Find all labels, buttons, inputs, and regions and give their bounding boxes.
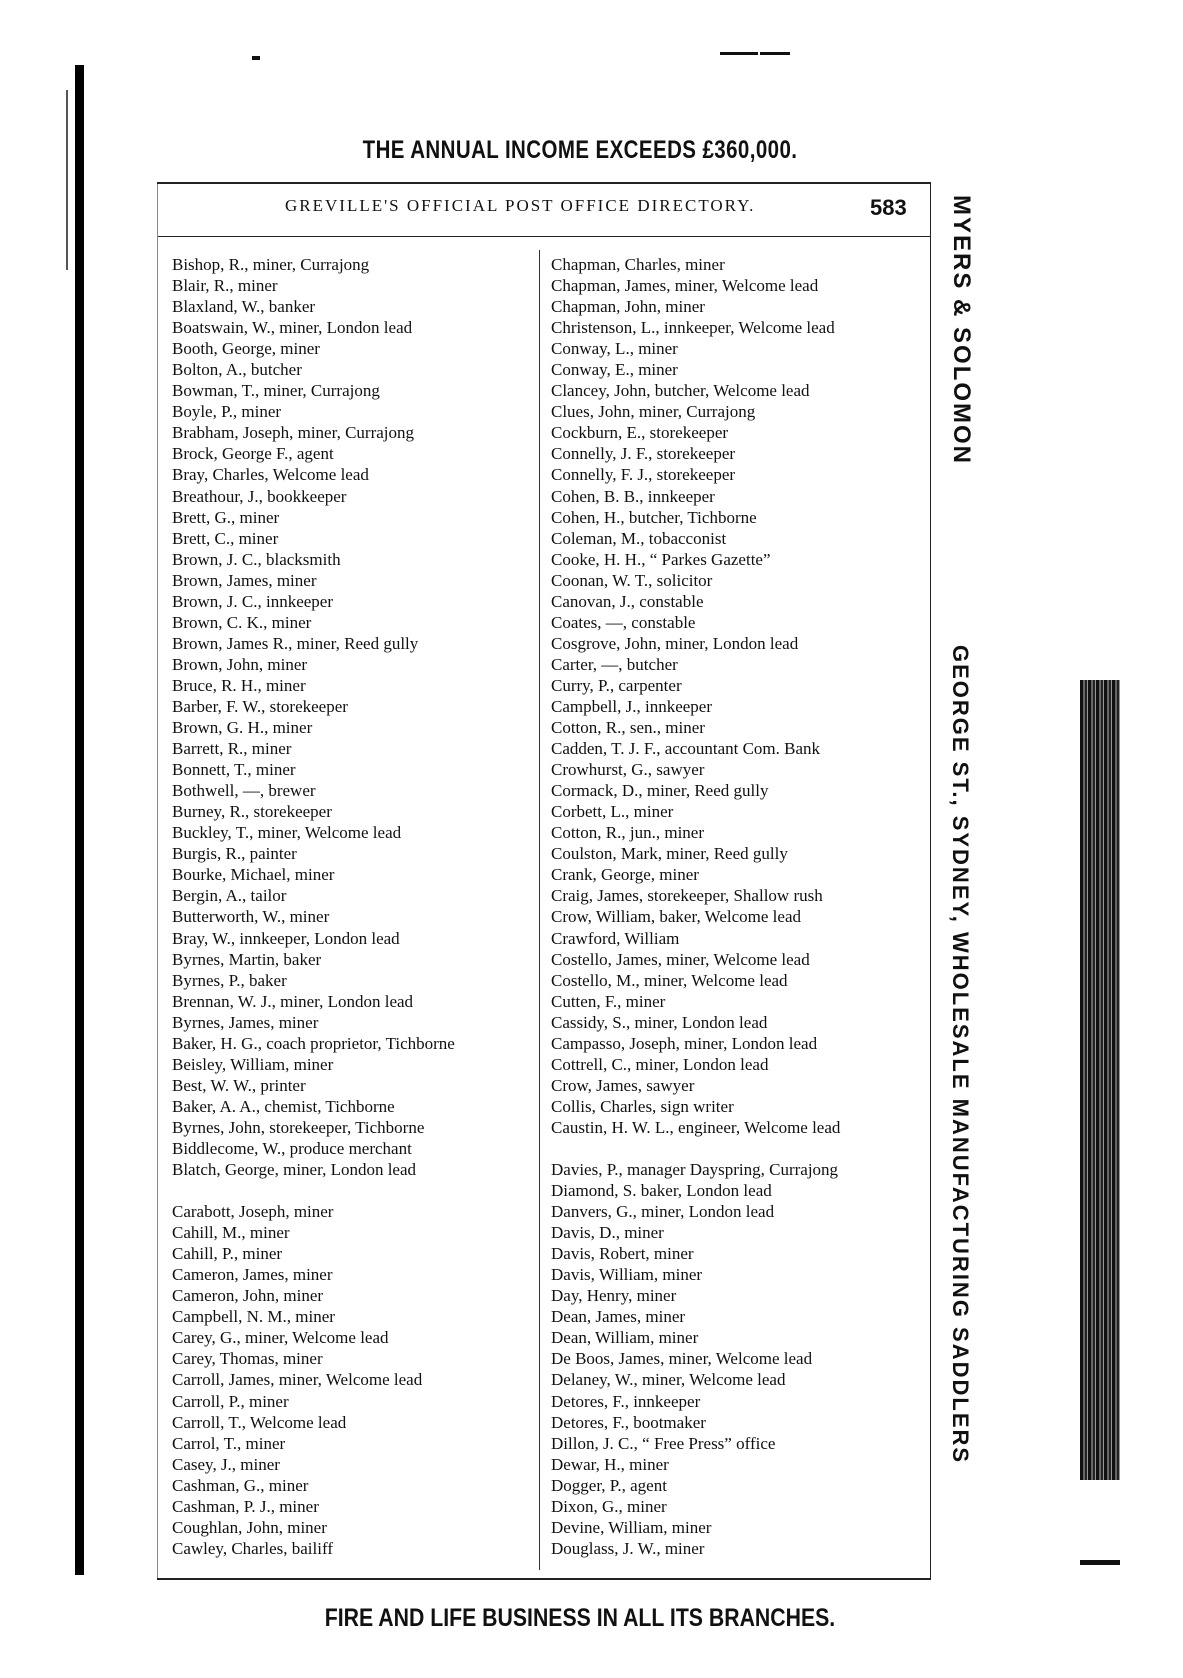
directory-entry: Davies, P., manager Dayspring, Currajong [551, 1160, 839, 1180]
directory-entry: Brett, G., miner [172, 507, 280, 527]
directory-entry: Cockburn, E., storekeeper [551, 423, 729, 443]
directory-entry: Delaney, W., miner, Welcome lead [551, 1370, 786, 1390]
directory-entry: Bruce, R. H., miner [172, 675, 306, 695]
directory-entry: Carroll, T., Welcome lead [172, 1412, 347, 1432]
directory-entry: Bray, W., innkeeper, London lead [172, 928, 400, 948]
directory-entry: Carroll, James, miner, Welcome lead [172, 1370, 423, 1390]
directory-entry: Coates, —, constable [551, 612, 696, 632]
directory-entry: Caustin, H. W. L., engineer, Welcome lead [551, 1117, 841, 1137]
directory-entry: Douglass, J. W., miner [551, 1538, 705, 1558]
bottom-banner: FIRE AND LIFE BUSINESS IN ALL ITS BRANCHES. [324, 1604, 836, 1632]
bottom-rule [157, 1578, 931, 1580]
directory-entry: Brown, J. C., blacksmith [172, 549, 341, 569]
side-ad-line2: GEORGE ST., SYDNEY, WHOLESALE MANUFACTURING SADDLERS [948, 645, 973, 1465]
directory-entry: Cotton, R., jun., miner [551, 823, 704, 843]
directory-entry: Cadden, T. J. F., accountant Com. Bank [551, 739, 821, 759]
directory-entry: Brown, John, miner [172, 654, 308, 674]
directory-entry: Boatswain, W., miner, London lead [172, 318, 413, 338]
directory-entry: Brock, George F., agent [172, 444, 334, 464]
directory-entry: Booth, George, miner [172, 339, 320, 359]
directory-entry: Cosgrove, John, miner, London lead [551, 633, 799, 653]
directory-entry: Devine, William, miner [551, 1517, 712, 1537]
top-banner: THE ANNUAL INCOME EXCEEDS £360,000. [362, 136, 798, 164]
directory-entry: Cormack, D., miner, Reed gully [551, 781, 769, 801]
directory-entry: Carabott, Joseph, miner [172, 1202, 334, 1222]
directory-entry: Cameron, John, miner [172, 1286, 324, 1306]
directory-entry: Burney, R., storekeeper [172, 802, 332, 822]
scan-mark [720, 52, 758, 55]
scan-margin-line [75, 65, 84, 1575]
side-ad-line1: MYERS & SOLOMON [948, 195, 975, 466]
directory-entry: Crank, George, miner [551, 865, 699, 885]
directory-entry: Byrnes, P., baker [172, 970, 287, 990]
directory-column-left [172, 254, 532, 1559]
directory-entry: Detores, F., bootmaker [551, 1412, 706, 1432]
directory-column-right [551, 254, 921, 1559]
directory-entry: Brown, J. C., innkeeper [172, 591, 334, 611]
directory-entry: Bourke, Michael, miner [172, 865, 335, 885]
directory-entry: Breathour, J., bookkeeper [172, 486, 347, 506]
directory-entry: Brabham, Joseph, miner, Currajong [172, 423, 414, 443]
directory-entry: Bothwell, —, brewer [172, 781, 316, 801]
directory-entry: Davis, William, miner [551, 1265, 703, 1285]
directory-entry: Coulston, Mark, miner, Reed gully [551, 844, 788, 864]
scan-margin-line [66, 90, 68, 270]
directory-entry: Brown, James R., miner, Reed gully [172, 633, 419, 653]
directory-entry: Brown, C. K., miner [172, 612, 312, 632]
directory-entry: Cahill, P., miner [172, 1244, 283, 1264]
directory-entry: Conway, L., miner [551, 339, 678, 359]
directory-entry: Cohen, H., butcher, Tichborne [551, 507, 757, 527]
section-spacer [551, 1138, 921, 1159]
directory-entry: Campbell, J., innkeeper [551, 696, 712, 716]
directory-entry: Craig, James, storekeeper, Shallow rush [551, 886, 823, 906]
directory-entry: Bray, Charles, Welcome lead [172, 465, 369, 485]
page-number: 583 [870, 195, 907, 220]
directory-entry: Dogger, P., agent [551, 1475, 667, 1495]
directory-entry: Crow, James, sawyer [551, 1075, 695, 1095]
directory-entry: Costello, James, miner, Welcome lead [551, 949, 810, 969]
directory-entry: Butterworth, W., miner [172, 907, 330, 927]
directory-entry: Cottrell, C., miner, London lead [551, 1054, 769, 1074]
directory-entry: Baker, H. G., coach proprietor, Tichborne [172, 1033, 455, 1053]
directory-entry: Bishop, R., miner, Currajong [172, 255, 370, 274]
directory-entry: Diamond, S. baker, London lead [551, 1181, 772, 1201]
directory-entry: Christenson, L., innkeeper, Welcome lead [551, 318, 835, 338]
top-rule [157, 182, 931, 184]
directory-entry: Chapman, James, miner, Welcome lead [551, 276, 819, 296]
scan-mark [760, 52, 790, 55]
directory-entry: Campasso, Joseph, miner, London lead [551, 1033, 818, 1053]
directory-entry: Danvers, G., miner, London lead [551, 1202, 775, 1222]
directory-entry: Barrett, R., miner [172, 739, 292, 759]
directory-entry: Clancey, John, butcher, Welcome lead [551, 381, 810, 401]
directory-entry: Crawford, William [551, 928, 680, 948]
directory-entry: Connelly, J. F., storekeeper [551, 444, 736, 464]
header-rule [157, 236, 931, 237]
directory-entry: Davis, Robert, miner [551, 1244, 694, 1264]
directory-entry: Bolton, A., butcher [172, 360, 302, 380]
directory-entry: Carter, —, butcher [551, 654, 678, 674]
directory-entry: Crow, William, baker, Welcome lead [551, 907, 801, 927]
directory-entry: Boyle, P., miner [172, 402, 282, 422]
directory-entry: Carey, G., miner, Welcome lead [172, 1328, 389, 1348]
side-advertisement [947, 195, 977, 1565]
directory-entry: Best, W. W., printer [172, 1075, 306, 1095]
directory-entry: Bowman, T., miner, Currajong [172, 381, 380, 401]
directory-entry: Day, Henry, miner [551, 1286, 677, 1306]
directory-entry: Coughlan, John, miner [172, 1517, 327, 1537]
directory-entry: Chapman, Charles, miner [551, 255, 725, 274]
directory-entry: Carrol, T., miner [172, 1433, 286, 1453]
directory-entry: Brown, James, miner [172, 570, 317, 590]
directory-entry: Cameron, James, miner [172, 1265, 333, 1285]
directory-entry: Detores, F., innkeeper [551, 1391, 701, 1411]
directory-entry: Buckley, T., miner, Welcome lead [172, 823, 402, 843]
directory-entry: Casey, J., miner [172, 1454, 280, 1474]
directory-entry: Chapman, John, miner [551, 297, 705, 317]
directory-entry: Cutten, F., miner [551, 991, 666, 1011]
directory-entry: Cashman, P. J., miner [172, 1496, 319, 1516]
directory-entry: Brett, C., miner [172, 528, 279, 548]
directory-entry: Carey, Thomas, miner [172, 1349, 323, 1369]
directory-entry: Brown, G. H., miner [172, 718, 313, 738]
directory-entry: Dixon, G., miner [551, 1496, 667, 1516]
directory-entry: Cassidy, S., miner, London lead [551, 1012, 768, 1032]
section-spacer [172, 1180, 532, 1201]
directory-entry: Dewar, H., miner [551, 1454, 669, 1474]
directory-entry: Bergin, A., tailor [172, 886, 287, 906]
scan-mark [252, 56, 260, 60]
page-header: GREVILLE'S OFFICIAL POST OFFICE DIRECTORY. [285, 196, 756, 215]
directory-entry: Campbell, N. M., miner [172, 1307, 335, 1327]
directory-entry: Barber, F. W., storekeeper [172, 696, 348, 716]
directory-entry: Byrnes, Martin, baker [172, 949, 322, 969]
directory-entry: Biddlecome, W., produce merchant [172, 1138, 412, 1158]
directory-entry: Davis, D., miner [551, 1223, 664, 1243]
directory-entry: Crowhurst, G., sawyer [551, 760, 705, 780]
directory-entry: Cawley, Charles, bailiff [172, 1538, 333, 1558]
directory-entry: Clues, John, miner, Currajong [551, 402, 756, 422]
directory-entry: Curry, P., carpenter [551, 675, 682, 695]
directory-entry: Connelly, F. J., storekeeper [551, 465, 736, 485]
directory-entry: Conway, E., miner [551, 360, 678, 380]
directory-entry: Dean, William, miner [551, 1328, 699, 1348]
directory-entry: Bonnett, T., miner [172, 760, 296, 780]
directory-entry: Cahill, M., miner [172, 1223, 290, 1243]
directory-entry: Burgis, R., painter [172, 844, 297, 864]
directory-entry: De Boos, James, miner, Welcome lead [551, 1349, 813, 1369]
directory-entry: Blatch, George, miner, London lead [172, 1160, 417, 1180]
directory-entry: Canovan, J., constable [551, 591, 704, 611]
directory-entry: Byrnes, John, storekeeper, Tichborne [172, 1117, 425, 1137]
directory-entry: Brennan, W. J., miner, London lead [172, 991, 414, 1011]
scan-mark [1080, 1560, 1120, 1565]
directory-entry: Carroll, P., miner [172, 1391, 289, 1411]
column-divider [539, 250, 540, 1570]
directory-entry: Cotton, R., sen., miner [551, 718, 705, 738]
directory-entry: Beisley, William, miner [172, 1054, 334, 1074]
directory-entry: Cohen, B. B., innkeeper [551, 486, 715, 506]
frame-left-rule [157, 184, 158, 1579]
directory-entry: Blaxland, W., banker [172, 297, 316, 317]
scan-edge-strip [1080, 680, 1120, 1480]
directory-entry: Blair, R., miner [172, 276, 278, 296]
directory-entry: Coonan, W. T., solicitor [551, 570, 713, 590]
directory-entry: Corbett, L., miner [551, 802, 674, 822]
directory-entry: Collis, Charles, sign writer [551, 1096, 734, 1116]
directory-entry: Baker, A. A., chemist, Tichborne [172, 1096, 395, 1116]
directory-entry: Coleman, M., tobacconist [551, 528, 727, 548]
directory-entry: Dean, James, miner [551, 1307, 686, 1327]
directory-entry: Cooke, H. H., “ Parkes Gazette” [551, 549, 771, 569]
directory-entry: Dillon, J. C., “ Free Press” office [551, 1433, 776, 1453]
directory-entry: Costello, M., miner, Welcome lead [551, 970, 788, 990]
directory-entry: Cashman, G., miner [172, 1475, 309, 1495]
frame-right-rule [930, 184, 931, 1579]
directory-entry: Byrnes, James, miner [172, 1012, 319, 1032]
